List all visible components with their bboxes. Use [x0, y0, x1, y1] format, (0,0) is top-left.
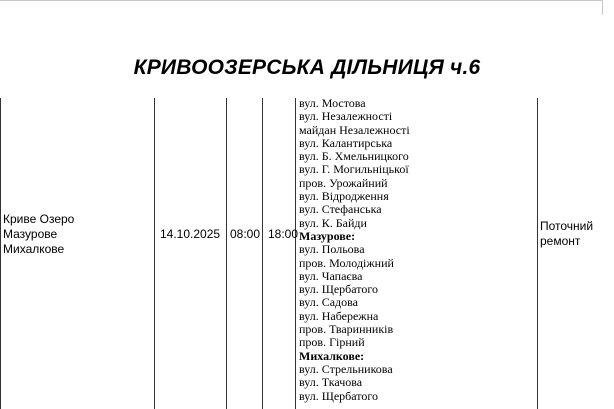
street-item: пров. Гірний	[299, 335, 365, 350]
place-name: Криве Озеро	[3, 212, 75, 226]
sheet-top-border	[0, 0, 603, 15]
street-item: вул. К. Байди	[299, 215, 367, 230]
page-title: КРИВООЗЕРСЬКА ДІЛЬНИЦЯ ч.6	[133, 56, 481, 79]
street-item: пров. Молодіжний	[299, 255, 394, 270]
streets-cell	[299, 97, 535, 403]
work-type-cell	[540, 219, 593, 249]
table-border-left	[0, 98, 1, 409]
places-cell	[3, 212, 74, 257]
village-header: Михалкове:	[299, 348, 365, 363]
street-item: вул. Мостова	[299, 96, 366, 110]
work-type-line: Поточний	[540, 219, 594, 233]
street-item: пров. Урожайний	[299, 175, 388, 190]
table-divider-places-date	[154, 98, 155, 409]
street-item: вул. Стефанська	[299, 202, 382, 217]
work-type-line: ремонт	[540, 234, 581, 248]
table-divider-date-from	[226, 98, 227, 409]
street-item: вул. Стрельникова	[299, 361, 393, 376]
street-item: вул. Чапаєва	[299, 268, 363, 283]
street-item: пров. Тваринників	[299, 322, 394, 337]
village-header: Мазурове:	[299, 228, 356, 243]
time-to-cell: 18:00	[268, 227, 299, 241]
street-item: вул. Щербатого	[299, 282, 378, 297]
table-divider-to-streets	[295, 98, 296, 409]
street-item: майдан Незалежності	[299, 122, 410, 137]
street-item: вул. Б. Хмельницкого	[299, 149, 409, 164]
street-item: вул. Незалежності	[299, 109, 393, 124]
street-item: вул. Відродження	[299, 189, 389, 204]
date-cell: 14.10.2025	[160, 227, 221, 241]
time-from-cell: 08:00	[230, 227, 261, 241]
street-item: вул. Калантирська	[299, 135, 393, 150]
table-divider-from-to	[262, 98, 263, 409]
place-name: Михалкове	[3, 242, 65, 256]
street-item: вул. Садова	[299, 295, 358, 310]
street-item: вул. Щербатого	[299, 388, 378, 403]
place-name: Мазурове	[3, 227, 58, 241]
street-item: вул. Г. Могильніцької	[299, 162, 409, 177]
street-item: вул. Ткачова	[299, 375, 363, 390]
street-item: вул. Польова	[299, 242, 365, 257]
table-divider-streets-work	[537, 98, 538, 409]
street-item: вул. Набережна	[299, 308, 379, 323]
